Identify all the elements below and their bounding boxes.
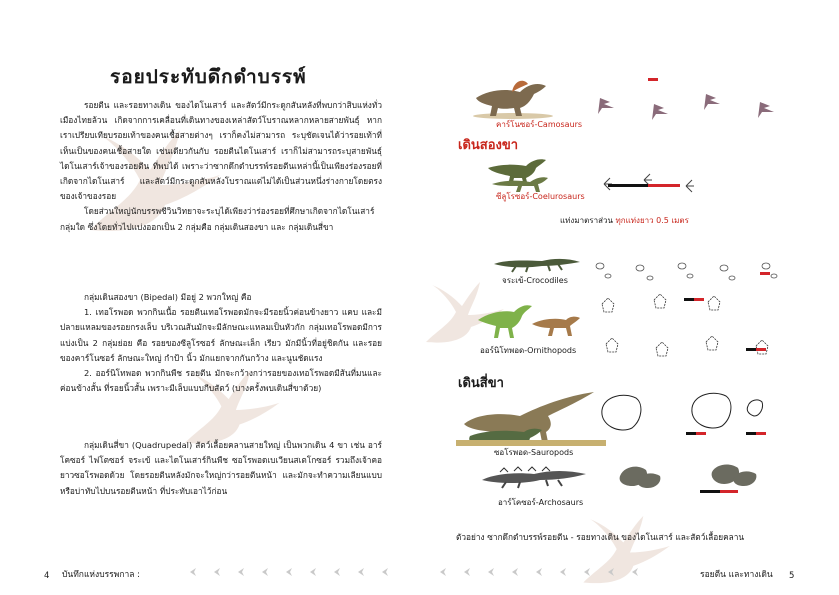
- coelurosaur-scale-red: [648, 184, 680, 187]
- coelurosaur-illustration: [482, 152, 572, 194]
- folio-text-left: บันทึกแห่งบรรพกาล :: [62, 570, 141, 580]
- sauropod-scale-bar: [686, 432, 706, 435]
- carnosaur-caption: คาร์โนซอร์-Camosaurs: [496, 120, 583, 129]
- sauropod-scale-red-2: [756, 432, 766, 435]
- ornithopod-scale-black: [684, 298, 694, 301]
- sauropod-scale-red: [696, 432, 706, 435]
- coelurosaur-caption: ซีลูโรซอร์-Coelurosaurs: [496, 192, 585, 201]
- scale-note: [560, 214, 689, 227]
- sauropod-scale-bar-2: [746, 432, 766, 435]
- paragraph-bipedal-heading: กลุ่มเดินสองขา (Bipedal) มีอยู่ 2 พวกใหญ่ คือ: [84, 292, 252, 302]
- page-title: รอยประทับดึกดำบรรพ์: [110, 66, 307, 88]
- coelurosaur-scale-bar: [608, 184, 680, 187]
- folio-number-left: 4: [44, 571, 50, 581]
- footprint-trail-right: [440, 567, 660, 577]
- archosaur-scale-bar: [700, 490, 738, 493]
- paragraph-intro: รอยตีน และรอยทางเดิน ของไดโนเสาร์ และสัตว์มีกระดูกสันหลังที่พบกว่าสิบแห่งทั่วเมืองไทยล้วน เกิดจากการเคลื่อนที่เดินทางของเหล่าสัตว์โบราณหลากหลายสายพันธุ์ หาก เราเปรียบเทียบรอยเท้าของคนเชื้อสายต่างๆ เราก็คงไม่สามารถ ระบุชัดเจนได้ว่ารอยเท้าที่เห็นเป็นของคนเชื้อสายใด เช่นเดียวกันกับ รอยตีนไดโนเสาร์ เราก็ไม่สามารถระบุสายพันธุ์ไดโนเสาร์เจ้าของรอยตีน ที่พบได้ เพราะว่าซากดึกดำบรรพ์รอยตีนเหล่านี้เป็นเพียงร่องรอยที่ เกิดจากไดโนเสาร์ และสัตว์มีกระดูกสันหลังโบราณแต่ไม่ได้เป็นส่วนหนึ่งร่างกายโดยตรงของเจ้าของรอย: [60, 100, 382, 202]
- body-text: [60, 98, 382, 235]
- carnosaur-illustration: [468, 76, 558, 120]
- right-page: [420, 0, 839, 595]
- crocodile-trackway: [590, 256, 790, 286]
- section-bipedal: เดินสองขา: [458, 138, 519, 153]
- section-quadrupedal: เดินสี่ขา: [458, 376, 504, 391]
- body-text-quadrupedal: [60, 438, 382, 499]
- coelurosaur-scale-black: [608, 184, 648, 187]
- sauropod-scale-black-2: [746, 432, 756, 435]
- paragraph-theropod: 1. เทอโรพอด พวกกินเนื้อ รอยตีนเทอโรพอดมักจะมีรอยนิ้วค่อนข้างยาว แคบ และมีปลายแหลมของรอยกรงเล็บ บริเวณส้นมักจะมีลักษณะแหลมเป็นหัวกัก กลุ่มเทอโรพอดมีการแบ่งเป็น 2 กลุ่มย่อย คือ รอยของซีลูโรซอร์ ลักษณะเล็ก เรียว มักมีนิ้วที่อยู่ชิดกัน และรอยของคาร์โนซอร์ ลักษณะใหญ่ กำป้า นิ้ว มักแยกจากกันกว้าง และนูนชัดแรง: [60, 307, 382, 363]
- paragraph-quadrupedal: กลุ่มเดินสี่ขา (Quadrupedal) สัตว์เลื้อยคลานสายใหญ่ เป็นพวกเดิน 4 ขา เช่น อาร์โคซอร์ ไฟโตซอร์ จระเข้ และไดโนเสาร์กินพืช ซอโรพอดเบเวียนสเตโกซอร์ รวมถึงเจ้าคอยาวซอโรพอดด้วย โดยรอยตีนหลังมักจะใหญ่กว่ารอยตีนหน้า และมักจะทำความเลียนแบบ หรือบ่าทับไปบนรอยตีนหน้า ที่ประทับเอาไว้ก่อน: [60, 440, 382, 496]
- ornithopod-scale-red: [694, 298, 704, 301]
- crocodile-illustration: [492, 252, 582, 274]
- ornithopod-scale-bar: [684, 298, 704, 301]
- archosaur-illustration: [480, 464, 590, 492]
- carnosaur-trackway: [596, 88, 786, 128]
- folio-text-right: รอยตีน และทางเดิน: [700, 570, 773, 580]
- body-text-bipedal: [60, 290, 382, 396]
- sauropod-scale-black: [686, 432, 696, 435]
- ornithopod-scale-red-2: [756, 348, 766, 351]
- archosaur-scale-red: [720, 490, 738, 493]
- paragraph-groups: โดยส่วนใหญ่นักบรรพชีวินวิทยาจะระบุได้เพียงว่าร่องรอยที่ศึกษาเกิดจากไดโนเสาร์กลุ่มใด ซึ่งโดยทั่วไปแบ่งออกเป็น 2 กลุ่มคือ กลุ่มเดินสองขา และ กลุ่มเดินสี่ขา: [60, 206, 375, 232]
- ornithopod-caption: ออร์นิโทพอด-Ornithopods: [480, 346, 577, 355]
- crocodile-scale-red: [760, 272, 770, 275]
- sauropod-illustration: [456, 386, 606, 446]
- footprint-trail-left: [190, 567, 410, 577]
- archosaur-scale-black: [700, 490, 720, 493]
- figure-caption: ตัวอย่าง ซากดึกดำบรรพ์รอยตีน - รอยทางเดิน ของไดโนเสาร์ และสัตว์เลื้อยคลาน: [456, 532, 745, 542]
- crocodile-scale-bar: [760, 272, 770, 275]
- carnosaur-scale-red: [648, 78, 658, 81]
- archosaur-caption: อาร์โคซอร์-Archosaurs: [498, 498, 584, 507]
- ornithopod-illustration: [474, 298, 584, 342]
- footprint-watermark-right-bottom: [570, 515, 670, 590]
- scale-note-prefix: แท่งมาตราส่วน: [560, 216, 613, 225]
- scale-note-highlight: ทุกแท่งยาว 0.5 เมตร: [615, 216, 689, 225]
- sauropod-caption: ซอโรพอด-Sauropods: [494, 448, 574, 457]
- carnosaur-scale-bar: [648, 78, 658, 81]
- paragraph-ornithopod: 2. ออร์นิโทพอด พวกกินพืช รอยตีน มักจะกว้างกว่ารอยของเทอโรพอดมีส้นที่มนและค่อนข้างสั้น ที่รอยนิ้วสั้น เพราะมีเล็บแบบกีบสัตว์ (บางครั้งพบเดินสี่ขาด้วย): [60, 368, 382, 394]
- archosaur-trackway: [616, 460, 786, 492]
- ornithopod-trackway: [596, 292, 786, 366]
- ornithopod-scale-black-2: [746, 348, 756, 351]
- crocodile-caption: จระเข้-Crocodiles: [502, 276, 568, 285]
- sauropod-trackway: [596, 390, 766, 436]
- ornithopod-scale-bar-2: [746, 348, 766, 351]
- folio-number-right: 5: [789, 571, 795, 581]
